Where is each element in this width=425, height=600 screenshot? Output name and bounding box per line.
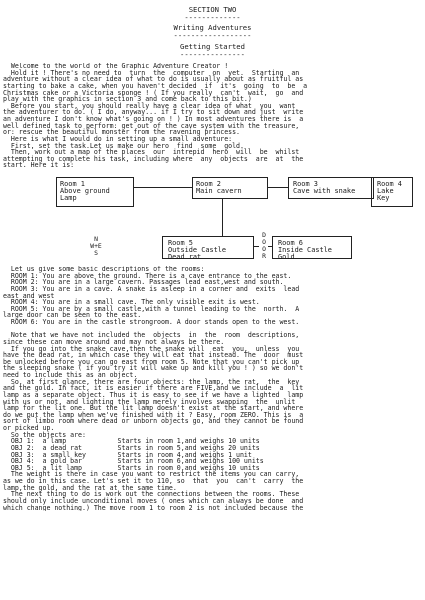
intro-paragraphs: Welcome to the world of the Graphic Adventure Creator ! Hold it ! There's no need to turn the computer on yet. Starting an adventure without a clear idea of what to do is usually about as fruitful as starting to bake a cake, when you haven't decided if it's going to be a Christmas cake or a Victoria sponge ! ( If you really can't wait, go and play with the graphics in section 3 and come back to this bit.) Before you start, you should really have a clear idea of what you want the adventurer to do. ( I do, anyway... if I try to sit down and just write an adventure I don't know what's going on ! ) In most adventures there is a well defined task to perform: get out of the cave system with the treasure, or: rescue the beautiful monster from the ravening princess. Here is what I would do in setting up a small adventure: First, set the task.Let us make our hero find some gold. Then, work out a map of the places our intrepid hero will be whilst attempting to complete his task, including where any objects are at the start. Here it is: — [3, 63, 308, 169]
compass-rose: N W+E S — [90, 235, 102, 257]
link-room2-room5 — [222, 199, 223, 236]
body-text: Let us give some basic descriptions of the rooms: ROOM 1: You are above the ground. There is a cave entrance to the east. ROOM 2: You are in a large cavern. Passages lead east,west and south. ROOM 3: You are in a cave. A snake is asleep in a corner and exits lead east and west ROOM 4: You are in a small cave. The only visible exit is west. ROOM 5: You are by a small castle,with a tunnel leading to the north. A large door can be seen to the east. ROOM 6: You are in the castle strongroom. A door stands open to the west. Note that we have not included the objects in the room descriptions, since these can move around and may not always be there. If you go into the snake cave,then the snake will eat you, unless you have the dead rat, in which case they will eat that instead. The door must be unlocked before you can go east from room 5. Note that you can't pick up the sleeping snake ( if you try it will wake up and kill you ! ) so we don't need to include this as an object. So, at first glance, there are four objects: the lamp, the rat, the key and the gold. In fact, it is easier if there are FIVE,and we include a lit lamp as a separate object. Thus it is easy to see if we have a lighted lamp with us or not, and lighting the lamp merely involves swapping the unlit lamp for the lit one. But the lit lamp doesn't exist at the start, and where do we put the lamp when we've finished with it ? Easy, room ZERO. This is a sort of limbo room where dead or unborn objects go, and they cannot be found or picked up. So the objects are: OBJ 1: a lamp Starts in room 1,and weighs 10 units OBJ 2: a dead rat Starts in room 5,and weighs 20 units OBJ 3: a small key Starts in room 4,and weighs 1 unit OBJ 4: a gold bar Starts in room 6,and weighs 100 units OBJ 5: a lit lamp Starts in room 0,and weighs 10 units The weight is there in case you want to restrict the items you can carry, as we do in this case. Let's set it to 110, so that you can't carry the lamp,the gold, and the rat at the same time. The next thing to do is work out the connections between the rooms. These should only include unconditional moves ( ones which can always be done and which change nothing.) The move room 1 to room 2 is not included because the — [3, 266, 304, 512]
link-room2-room3 — [268, 187, 288, 188]
heading-rule: --------------- — [180, 50, 245, 59]
map-room-4 — [371, 177, 413, 207]
link-door-room6 — [268, 246, 272, 247]
map-room-5 — [162, 236, 254, 262]
map-room-2 — [192, 177, 268, 199]
section-title: SECTION TWO — [188, 5, 237, 14]
subtitle-rule: ------------------ — [173, 31, 252, 40]
link-room1-room2 — [134, 187, 192, 188]
section-rule: ------------- — [184, 13, 241, 22]
document-subtitle: Writing Adventures — [173, 23, 252, 32]
room-4-label: Room 4 Lake Key — [377, 180, 402, 203]
room-1-label: Room 1 Above ground Lamp — [60, 180, 110, 203]
map-room-3 — [288, 177, 374, 199]
room-5-label: Room 5 Outside Castle Dead rat — [168, 239, 227, 262]
room-6-label: Room 6 Inside Castle Gold — [278, 239, 332, 262]
link-room5-door — [254, 246, 259, 247]
map-door: D O O R — [262, 231, 266, 260]
chapter-heading: Getting Started — [180, 42, 245, 51]
room-3-label: Room 3 Cave with snake — [293, 180, 356, 196]
map-room-1 — [56, 177, 134, 207]
room-2-label: Room 2 Main cavern — [196, 180, 242, 196]
map-room-6 — [272, 236, 352, 262]
